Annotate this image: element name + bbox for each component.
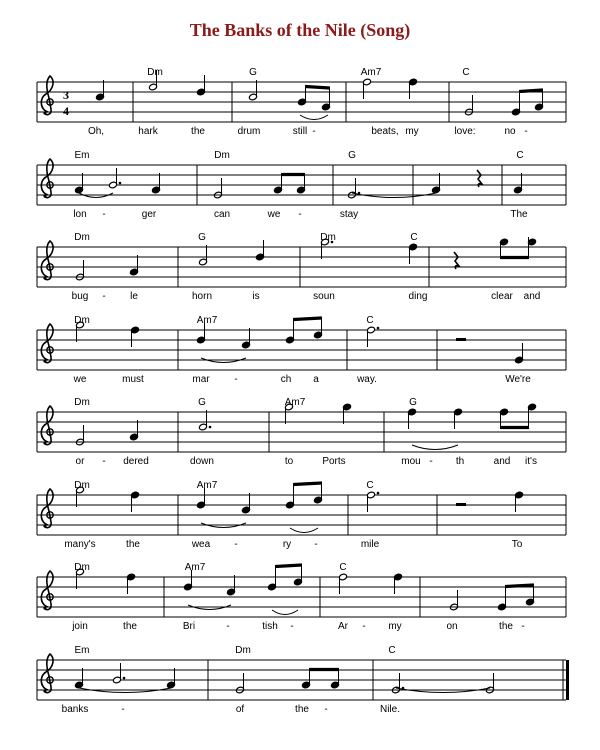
lyric-syllable: - <box>226 621 230 632</box>
chord-symbol: C <box>366 315 374 326</box>
lyric-syllable: ding <box>408 291 428 302</box>
chord-symbol: Dm <box>320 232 336 243</box>
lyric-syllable: join <box>72 621 88 632</box>
lyric-syllable: the <box>191 126 205 137</box>
lyric-syllable: it's <box>525 456 537 467</box>
lyric-syllable: - <box>312 126 316 137</box>
lyric-syllable: stay <box>339 209 359 220</box>
lyric-syllable: down <box>190 456 214 467</box>
staff-system <box>37 150 566 220</box>
staff-system <box>37 562 566 632</box>
note <box>409 78 418 99</box>
note <box>484 673 496 694</box>
chord-symbol: Am7 <box>196 480 218 491</box>
chord-symbol: G <box>249 67 257 78</box>
note <box>394 573 403 594</box>
chord-symbol: Am7 <box>360 67 382 78</box>
final-barline <box>566 660 569 700</box>
lyric-syllable: lon <box>73 209 87 220</box>
note <box>367 491 380 512</box>
note <box>234 673 246 694</box>
lyric-syllable: soun <box>313 291 335 302</box>
lyric-syllable: - <box>290 621 294 632</box>
lyric-syllable: th <box>455 456 465 467</box>
note <box>513 343 525 364</box>
lyric-syllable: drum <box>237 126 261 137</box>
lyric-syllable: Nile. <box>379 704 401 715</box>
note <box>256 240 265 261</box>
note <box>343 403 352 424</box>
lyric-syllable: or <box>75 456 85 467</box>
note <box>463 95 475 116</box>
lyric-syllable: the <box>126 539 140 550</box>
chord-symbol: C <box>516 150 524 161</box>
lyric-syllable: and <box>493 456 511 467</box>
chord-symbol: C <box>410 232 418 243</box>
lyric-syllable: banks <box>61 704 89 715</box>
beam <box>306 87 330 89</box>
lyric-syllable: ry <box>282 539 292 550</box>
note <box>432 173 441 194</box>
lyric-syllable: bug <box>71 291 89 302</box>
note <box>197 323 206 344</box>
half-rest <box>456 338 466 341</box>
beam <box>520 90 543 92</box>
note <box>242 328 251 349</box>
slur <box>412 445 458 450</box>
chord-symbol: Am7 <box>184 562 206 573</box>
lyric-syllable: way. <box>357 374 377 385</box>
lyric-syllable: Bri <box>182 621 196 632</box>
chord-symbol: Dm <box>147 67 163 78</box>
note <box>409 243 418 264</box>
chord-symbol: Em <box>74 645 90 656</box>
lyric-syllable: - <box>102 209 106 220</box>
staff-system <box>37 397 566 467</box>
lyric-syllable: The <box>510 209 528 220</box>
chord-symbol: Dm <box>74 562 90 573</box>
lyric-syllable: tish <box>262 621 278 632</box>
lyric-syllable: - <box>102 456 106 467</box>
note <box>496 603 508 611</box>
lyric-syllable: my <box>388 621 402 632</box>
beam <box>506 585 534 587</box>
lyric-syllable: on <box>446 621 458 632</box>
lyric-syllable: - <box>524 126 528 137</box>
note <box>346 178 360 199</box>
note <box>130 255 139 276</box>
note <box>242 493 251 514</box>
lyric-syllable: mile <box>360 539 380 550</box>
song-title: The Banks of the Nile (Song) <box>189 20 411 40</box>
chord-symbol: Am7 <box>284 397 306 408</box>
lyric-syllable: ch <box>280 374 292 385</box>
note <box>75 668 84 689</box>
chord-symbol: Am7 <box>196 315 218 326</box>
lyric-syllable: - <box>102 291 106 302</box>
chord-symbol: G <box>198 232 206 243</box>
note <box>367 326 380 347</box>
note <box>130 420 139 441</box>
lyric-syllable: - <box>234 374 238 385</box>
note <box>515 491 524 512</box>
beam <box>276 565 302 567</box>
lyric-syllable: can <box>213 209 231 220</box>
lyric-syllable: - <box>314 539 318 550</box>
staff-system <box>37 645 569 715</box>
lyric-syllable: - <box>521 621 525 632</box>
lyric-syllable: ger <box>141 209 157 220</box>
note <box>197 488 206 509</box>
lyric-syllable: we <box>267 209 281 220</box>
note <box>152 173 161 194</box>
lyric-syllable: - <box>121 704 125 715</box>
lyric-syllable: mou <box>401 456 421 467</box>
note <box>363 78 372 99</box>
lyric-syllable: clear <box>491 291 513 302</box>
staff-system <box>37 232 566 302</box>
chord-symbol: C <box>366 480 374 491</box>
note <box>184 570 193 591</box>
lyric-syllable: dered <box>123 456 149 467</box>
note <box>212 178 224 199</box>
note <box>339 573 348 594</box>
chord-symbol: G <box>409 397 417 408</box>
lyric-syllable: mar <box>192 374 210 385</box>
note <box>408 408 417 429</box>
staff-system <box>37 315 566 385</box>
note <box>510 108 522 116</box>
note <box>131 326 140 347</box>
chord-symbol: Dm <box>74 232 90 243</box>
chord-symbol: Em <box>74 150 90 161</box>
lyric-syllable: wea <box>191 539 211 550</box>
note <box>131 491 140 512</box>
lyric-syllable: the <box>123 621 137 632</box>
note <box>454 408 463 429</box>
slur <box>300 115 328 120</box>
note <box>199 245 208 266</box>
quarter-rest <box>477 170 482 187</box>
note <box>127 573 136 594</box>
lyric-syllable: of <box>235 704 245 715</box>
note <box>514 173 523 194</box>
lyric-syllable: - <box>362 621 366 632</box>
lyric-syllable: we <box>73 374 87 385</box>
chord-symbol: Dm <box>235 645 251 656</box>
note <box>448 590 460 611</box>
note <box>74 260 86 281</box>
lyric-syllable: the <box>295 704 309 715</box>
beam <box>294 483 322 485</box>
lyric-syllable: love: <box>454 126 476 137</box>
lyric-syllable: Ar <box>338 621 348 632</box>
note <box>390 673 404 694</box>
quarter-rest <box>454 252 459 269</box>
note <box>109 168 122 189</box>
chord-symbol: G <box>348 150 356 161</box>
note <box>199 410 212 431</box>
lyric-syllable: Ports <box>322 456 346 467</box>
lyric-syllable: - <box>234 539 238 550</box>
chord-symbol: G <box>198 397 206 408</box>
lyric-syllable: no <box>504 126 516 137</box>
lyric-syllable: many's <box>64 539 96 550</box>
note <box>197 75 206 96</box>
lyric-syllable: Oh, <box>87 126 105 137</box>
note <box>113 663 126 684</box>
time-signature-top: 3 <box>63 88 69 102</box>
chord-symbol: Dm <box>74 397 90 408</box>
lyric-syllable: my <box>405 126 419 137</box>
lyric-syllable: a <box>313 374 319 385</box>
note <box>167 668 176 689</box>
note <box>96 80 105 101</box>
note <box>227 575 236 596</box>
staff-system <box>37 67 566 137</box>
beam <box>294 318 322 320</box>
chord-symbol: C <box>388 645 396 656</box>
note <box>249 80 258 101</box>
lyric-syllable: the <box>499 621 513 632</box>
chord-symbol: Dm <box>74 480 90 491</box>
slur <box>272 610 298 615</box>
chord-symbol: C <box>339 562 347 573</box>
lyric-syllable: beats, <box>371 126 399 137</box>
lyric-syllable: horn <box>191 291 213 302</box>
lyric-syllable: le <box>130 291 138 302</box>
lyric-syllable: - <box>298 209 302 220</box>
lyric-syllable: - <box>429 456 433 467</box>
lyric-syllable: - <box>324 704 328 715</box>
slur <box>290 528 318 533</box>
time-signature-bottom: 4 <box>63 104 69 118</box>
lyric-syllable: is <box>252 291 260 302</box>
staff-system <box>37 480 566 550</box>
chord-symbol: Dm <box>214 150 230 161</box>
lyric-syllable: and <box>523 291 541 302</box>
lyric-syllable: We're <box>505 374 531 385</box>
half-rest <box>456 503 466 506</box>
lyric-syllable: must <box>122 374 144 385</box>
lyric-syllable: To <box>511 539 523 550</box>
note <box>75 173 84 194</box>
lyric-syllable: hark <box>138 126 158 137</box>
lyric-syllable: still <box>292 126 308 137</box>
lyric-syllable: to <box>284 456 294 467</box>
chord-symbol: Dm <box>74 315 90 326</box>
chord-symbol: C <box>462 67 470 78</box>
note <box>74 425 86 446</box>
